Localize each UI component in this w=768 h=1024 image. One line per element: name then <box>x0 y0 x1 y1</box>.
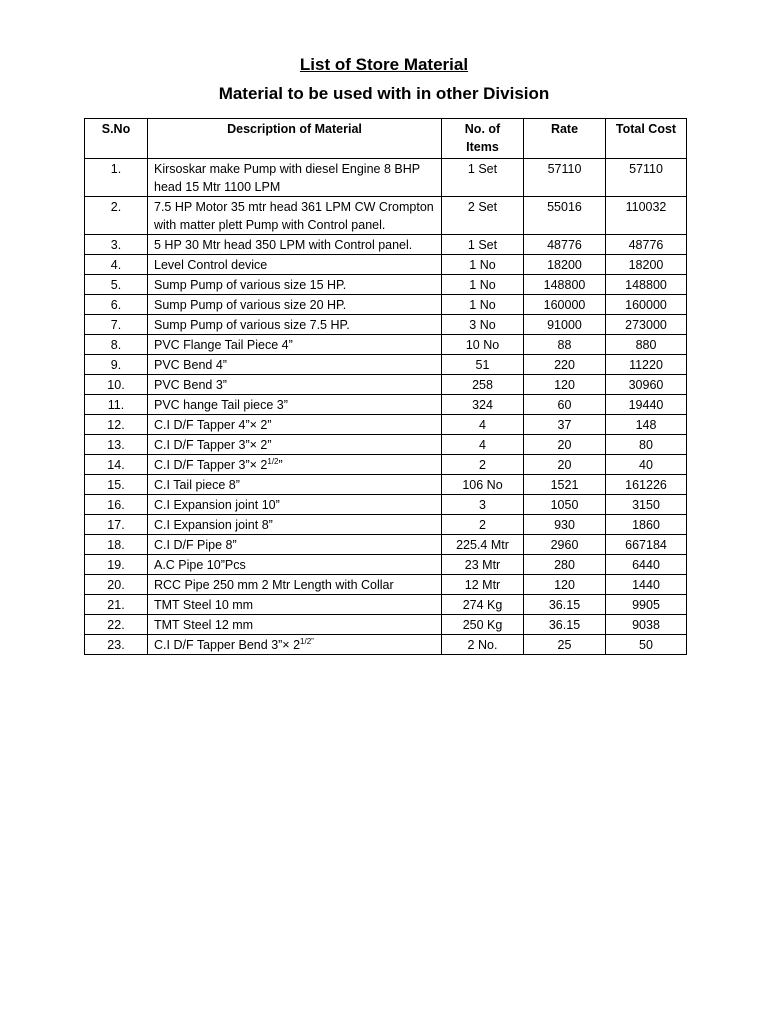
cell-sno-text: 17. <box>107 518 125 532</box>
cell-description-text: C.I D/F Tapper 4”× 2” <box>154 418 272 432</box>
description-suffix: ” <box>278 458 283 472</box>
cell-description <box>148 315 442 335</box>
cell-sno-text: 22. <box>107 618 125 632</box>
cell-rate <box>524 455 606 475</box>
cell-rate-text: 20 <box>557 458 572 472</box>
cell-description-text: Sump Pump of various size 15 HP. <box>154 278 347 292</box>
table-row <box>85 555 687 575</box>
cell-sno <box>85 275 148 295</box>
cell-rate-text: 36.15 <box>548 598 581 612</box>
cell-rate-text: 55016 <box>547 200 582 214</box>
cell-sno <box>85 197 148 235</box>
cell-total-cost-text: 18200 <box>628 258 664 272</box>
cell-items-text: 10 No <box>465 338 500 352</box>
cell-description <box>148 515 442 535</box>
cell-description-text: PVC Bend 4” <box>154 358 227 372</box>
cell-total-cost-text: 1440 <box>632 578 660 592</box>
cell-sno <box>85 355 148 375</box>
cell-total-cost <box>606 555 687 575</box>
cell-description-text: C.I D/F Tapper Bend 3”× 2 <box>154 638 301 652</box>
table-row <box>85 495 687 515</box>
cell-description <box>148 375 442 395</box>
cell-items <box>442 275 524 295</box>
cell-description-text: Sump Pump of various size 7.5 HP. <box>154 318 350 332</box>
cell-total-cost <box>606 515 687 535</box>
cell-total-cost <box>606 535 687 555</box>
cell-rate-text: 930 <box>554 518 575 532</box>
cell-sno-text: 8. <box>110 338 122 352</box>
cell-sno <box>85 255 148 275</box>
table-row <box>85 375 687 395</box>
cell-rate <box>524 555 606 575</box>
cell-rate-text: 1521 <box>550 478 579 492</box>
cell-description <box>148 475 442 495</box>
cell-total-cost <box>606 615 687 635</box>
cell-description-text: C.I Tail piece 8” <box>154 478 240 492</box>
cell-description-text: PVC Bend 3” <box>154 378 227 392</box>
cell-rate-text: 57110 <box>547 162 582 176</box>
cell-rate <box>524 335 606 355</box>
cell-sno-text: 20. <box>107 578 125 592</box>
cell-rate <box>524 315 606 335</box>
cell-items <box>442 595 524 615</box>
cell-sno-text: 19. <box>107 558 125 572</box>
cell-total-cost <box>606 595 687 615</box>
cell-description-text: 5 HP 30 Mtr head 350 LPM with Control panel. <box>154 238 413 252</box>
cell-description <box>148 197 442 235</box>
cell-description-text: TMT Steel 10 mm <box>154 598 254 612</box>
cell-sno-text: 21. <box>107 598 125 612</box>
table-row <box>85 355 687 375</box>
cell-sno-text: 10. <box>107 378 125 392</box>
cell-rate <box>524 355 606 375</box>
cell-items <box>442 355 524 375</box>
cell-items <box>442 555 524 575</box>
header-row <box>85 119 687 159</box>
cell-description <box>148 255 442 275</box>
cell-rate <box>524 375 606 395</box>
cell-total-cost <box>606 295 687 315</box>
cell-description-text: Kirsoskar make Pump with diesel Engine 8 BHP head 15 Mtr 1100 LPM <box>154 162 420 194</box>
cell-description <box>148 415 442 435</box>
cell-items <box>442 535 524 555</box>
cell-items-text: 3 No <box>469 318 496 332</box>
cell-items <box>442 475 524 495</box>
cell-sno <box>85 495 148 515</box>
cell-total-cost-text: 48776 <box>628 238 664 252</box>
cell-sno <box>85 635 148 655</box>
cell-total-cost-text: 3150 <box>632 498 660 512</box>
cell-total-cost <box>606 315 687 335</box>
cell-sno <box>85 335 148 355</box>
cell-sno-text: 15. <box>107 478 125 492</box>
cell-description-text: RCC Pipe 250 mm 2 Mtr Length with Collar <box>154 578 394 592</box>
cell-items-text: 274 Kg <box>462 598 503 612</box>
cell-description-text: PVC Flange Tail Piece 4” <box>154 338 293 352</box>
cell-total-cost-text: 110032 <box>625 200 667 214</box>
cell-total-cost-text: 50 <box>639 638 653 652</box>
cell-total-cost-text: 80 <box>639 438 653 452</box>
cell-items-text: 3 <box>479 498 486 512</box>
cell-description <box>148 395 442 415</box>
cell-rate <box>524 275 606 295</box>
header-sno: S.No <box>85 119 148 159</box>
table-row <box>85 395 687 415</box>
cell-rate <box>524 535 606 555</box>
table-row <box>85 435 687 455</box>
cell-rate <box>524 635 606 655</box>
cell-total-cost <box>606 395 687 415</box>
cell-rate <box>524 595 606 615</box>
cell-rate-text: 48776 <box>547 238 582 252</box>
cell-rate <box>524 575 606 595</box>
cell-description <box>148 635 442 655</box>
cell-sno <box>85 615 148 635</box>
cell-sno-text: 4. <box>110 258 122 272</box>
cell-rate-text: 60 <box>557 398 572 412</box>
cell-description <box>148 575 442 595</box>
cell-sno <box>85 415 148 435</box>
cell-sno-text: 2. <box>110 200 122 214</box>
table-row <box>85 197 687 235</box>
table-row <box>85 159 687 197</box>
cell-items-text: 1 Set <box>467 162 498 176</box>
cell-rate <box>524 235 606 255</box>
cell-total-cost-text: 161226 <box>625 478 667 492</box>
cell-rate <box>524 435 606 455</box>
table-row <box>85 275 687 295</box>
cell-items <box>442 235 524 255</box>
cell-rate <box>524 495 606 515</box>
cell-total-cost <box>606 159 687 197</box>
cell-total-cost <box>606 635 687 655</box>
cell-total-cost <box>606 355 687 375</box>
cell-sno <box>85 235 148 255</box>
cell-rate-text: 18200 <box>547 258 582 272</box>
cell-rate-text: 280 <box>554 558 575 572</box>
cell-description <box>148 615 442 635</box>
cell-rate-text: 1050 <box>550 498 579 512</box>
cell-rate <box>524 395 606 415</box>
cell-total-cost-text: 1860 <box>632 518 660 532</box>
cell-rate <box>524 615 606 635</box>
cell-items-text: 106 No <box>462 478 503 492</box>
cell-sno <box>85 595 148 615</box>
cell-items-text: 4 <box>479 438 486 452</box>
cell-items-text: 258 <box>472 378 493 392</box>
cell-total-cost-text: 273000 <box>625 318 667 332</box>
cell-items <box>442 255 524 275</box>
cell-sno <box>85 535 148 555</box>
cell-items <box>442 455 524 475</box>
cell-total-cost <box>606 435 687 455</box>
cell-items-text: 4 <box>479 418 486 432</box>
cell-rate-text: 148800 <box>543 278 586 292</box>
cell-items-text: 1 No <box>469 258 496 272</box>
cell-total-cost <box>606 475 687 495</box>
cell-total-cost-text: 148 <box>635 418 657 432</box>
cell-total-cost-text: 880 <box>635 338 657 352</box>
cell-description-text: C.I Expansion joint 10” <box>154 498 280 512</box>
table-row <box>85 535 687 555</box>
cell-items <box>442 415 524 435</box>
cell-sno-text: 3. <box>110 238 122 252</box>
cell-description-text: C.I Expansion joint 8” <box>154 518 273 532</box>
cell-rate-text: 120 <box>554 578 575 592</box>
description-superscript: 1/2 <box>267 457 279 466</box>
cell-items-text: 1 Set <box>467 238 498 252</box>
cell-sno-text: 1. <box>110 162 122 176</box>
table-row <box>85 595 687 615</box>
document-subtitle: Material to be used with in other Division <box>218 84 550 103</box>
cell-items <box>442 615 524 635</box>
cell-description <box>148 455 442 475</box>
cell-items-text: 51 <box>475 358 490 372</box>
cell-description-text: Level Control device <box>154 258 268 272</box>
cell-sno-text: 12. <box>107 418 125 432</box>
cell-items <box>442 395 524 415</box>
cell-items <box>442 375 524 395</box>
cell-items-text: 250 Kg <box>462 618 503 632</box>
document-title: List of Store Material <box>299 55 469 74</box>
cell-items-text: 23 Mtr <box>464 558 501 572</box>
cell-sno <box>85 555 148 575</box>
table-header <box>85 119 687 159</box>
cell-total-cost <box>606 255 687 275</box>
cell-description <box>148 235 442 255</box>
cell-total-cost-text: 148800 <box>625 278 667 292</box>
cell-rate-text: 88 <box>557 338 572 352</box>
cell-total-cost-text: 6440 <box>632 558 660 572</box>
table-row <box>85 235 687 255</box>
cell-sno-text: 11. <box>107 398 125 412</box>
table-row <box>85 635 687 655</box>
cell-rate-text: 91000 <box>547 318 582 332</box>
cell-items <box>442 295 524 315</box>
table-row <box>85 475 687 495</box>
cell-rate <box>524 295 606 315</box>
cell-total-cost <box>606 235 687 255</box>
cell-items-text: 1 No <box>469 278 496 292</box>
cell-items <box>442 159 524 197</box>
header-rate: Rate <box>524 119 606 159</box>
cell-rate <box>524 475 606 495</box>
cell-rate <box>524 415 606 435</box>
cell-sno <box>85 375 148 395</box>
table-row <box>85 615 687 635</box>
cell-description <box>148 355 442 375</box>
cell-sno-text: 7. <box>110 318 122 332</box>
cell-total-cost-text: 30960 <box>628 378 664 392</box>
cell-rate-text: 160000 <box>543 298 586 312</box>
cell-total-cost <box>606 415 687 435</box>
table-row <box>85 255 687 275</box>
cell-total-cost <box>606 197 687 235</box>
cell-total-cost <box>606 375 687 395</box>
cell-total-cost <box>606 495 687 515</box>
cell-rate <box>524 159 606 197</box>
cell-items <box>442 335 524 355</box>
cell-description <box>148 555 442 575</box>
cell-total-cost <box>606 335 687 355</box>
cell-description-text: 7.5 HP Motor 35 mtr head 361 LPM CW Crompton with matter plett Pump with Control panel. <box>154 200 434 232</box>
header-total-cost: Total Cost <box>606 119 687 159</box>
cell-sno <box>85 395 148 415</box>
cell-total-cost <box>606 455 687 475</box>
cell-items <box>442 575 524 595</box>
cell-items <box>442 315 524 335</box>
cell-sno <box>85 435 148 455</box>
cell-items-text: 12 Mtr <box>464 578 501 592</box>
description-superscript: 1/2” <box>300 637 314 646</box>
cell-items <box>442 197 524 235</box>
table-row <box>85 315 687 335</box>
header-items: No. of Items <box>442 119 524 159</box>
cell-items-text: 2 Set <box>467 200 498 214</box>
cell-description-text: TMT Steel 12 mm <box>154 618 254 632</box>
cell-sno-text: 16. <box>107 498 125 512</box>
cell-description-text: PVC hange Tail piece 3” <box>154 398 288 412</box>
cell-description <box>148 159 442 197</box>
table-row <box>85 575 687 595</box>
cell-description <box>148 595 442 615</box>
cell-sno-text: 9. <box>110 358 122 372</box>
table-body <box>85 159 687 655</box>
cell-description-text: C.I D/F Pipe 8” <box>154 538 237 552</box>
cell-sno-text: 13. <box>107 438 125 452</box>
cell-items-text: 2 <box>479 518 486 532</box>
cell-rate-text: 25 <box>557 638 572 652</box>
cell-rate-text: 20 <box>557 438 572 452</box>
cell-items-text: 2 <box>479 458 486 472</box>
cell-total-cost-text: 19440 <box>628 398 664 412</box>
cell-description-text: C.I D/F Tapper 3”× 2 <box>154 458 268 472</box>
cell-rate-text: 2960 <box>550 538 579 552</box>
cell-description <box>148 335 442 355</box>
cell-sno-text: 18. <box>107 538 125 552</box>
cell-items-text: 324 <box>472 398 493 412</box>
cell-sno <box>85 475 148 495</box>
cell-description <box>148 295 442 315</box>
materials-table <box>84 118 687 655</box>
table-row <box>85 455 687 475</box>
table-row <box>85 515 687 535</box>
cell-total-cost-text: 9905 <box>632 598 660 612</box>
cell-sno-text: 14. <box>107 458 125 472</box>
cell-items <box>442 495 524 515</box>
cell-description-text: C.I D/F Tapper 3”× 2” <box>154 438 272 452</box>
cell-sno-text: 6. <box>110 298 122 312</box>
cell-sno <box>85 455 148 475</box>
cell-items-text: 1 No <box>469 298 496 312</box>
cell-total-cost-text: 57110 <box>629 162 663 176</box>
table-row <box>85 415 687 435</box>
cell-sno-text: 23. <box>107 638 125 652</box>
cell-description <box>148 275 442 295</box>
cell-items <box>442 515 524 535</box>
cell-total-cost-text: 667184 <box>625 538 667 552</box>
cell-sno-text: 5. <box>110 278 122 292</box>
cell-total-cost-text: 9038 <box>632 618 660 632</box>
cell-total-cost <box>606 575 687 595</box>
cell-description <box>148 495 442 515</box>
cell-rate-text: 120 <box>554 378 575 392</box>
cell-sno <box>85 159 148 197</box>
cell-description <box>148 435 442 455</box>
cell-description-text: Sump Pump of various size 20 HP. <box>154 298 347 312</box>
table-row <box>85 295 687 315</box>
cell-total-cost-text: 11220 <box>629 358 663 372</box>
cell-rate <box>524 255 606 275</box>
cell-rate-text: 220 <box>554 358 575 372</box>
cell-items <box>442 635 524 655</box>
cell-total-cost-text: 40 <box>639 458 653 472</box>
cell-description-text: A.C Pipe 10”Pcs <box>154 558 246 572</box>
cell-items-text: 225.4 Mtr <box>456 538 509 552</box>
cell-rate-text: 37 <box>557 418 572 432</box>
cell-sno <box>85 315 148 335</box>
cell-sno <box>85 515 148 535</box>
cell-items-text: 2 No. <box>467 638 498 652</box>
cell-rate <box>524 515 606 535</box>
cell-total-cost <box>606 275 687 295</box>
header-description: Description of Material <box>148 119 442 159</box>
cell-items <box>442 435 524 455</box>
cell-rate <box>524 197 606 235</box>
table-row <box>85 335 687 355</box>
cell-sno <box>85 575 148 595</box>
cell-total-cost-text: 160000 <box>625 298 667 312</box>
cell-sno <box>85 295 148 315</box>
cell-description <box>148 535 442 555</box>
cell-rate-text: 36.15 <box>548 618 581 632</box>
